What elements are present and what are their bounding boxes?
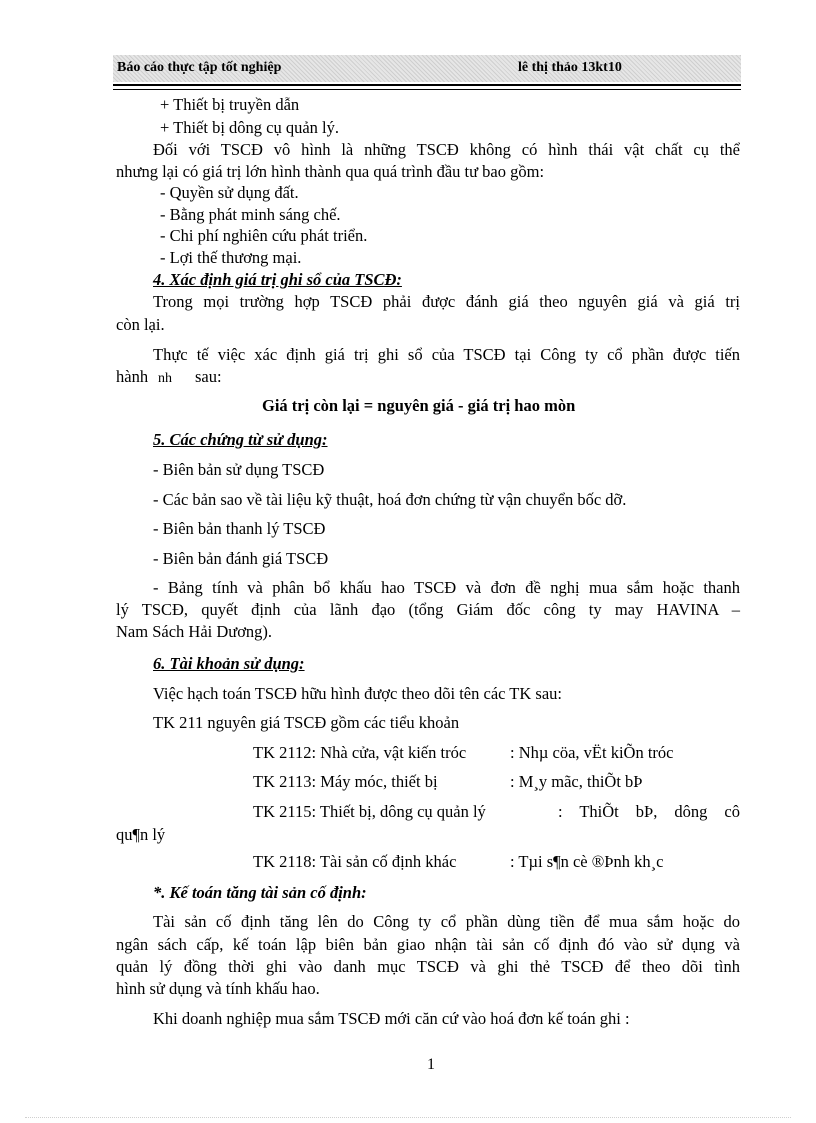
paragraph-line: ngân sách cấp, kế toán lập biên bản giao nhận tài sản cố định đó vào sử dụng và [116,935,740,954]
paragraph-line: Đối với TSCĐ vô hình là những TSCĐ không có hình thái vật chất cụ thể [153,140,740,159]
list-item: - Biên bản đánh giá TSCĐ [153,549,329,568]
paragraph-line: TK 211 nguyên giá TSCĐ gồm các tiểu khoản [153,713,460,732]
paragraph-line: Trong mọi trường hợp TSCĐ phải được đánh giá theo nguyên giá và giá trị [153,292,740,311]
section-heading: 5. Các chứng từ sử dụng: [153,430,328,449]
account-value: : M¸y mãc, thiÕt bÞ [510,772,643,791]
account-value: : Nhµ cöa, vËt kiÕn tróc [510,743,674,762]
account-value: : Tµi s¶n cè ®Þnh kh¸c [510,852,664,871]
list-item: - Lợi thế thương mại. [160,248,302,267]
header-rule-thin [113,89,741,90]
paragraph-line: Thực tế việc xác định giá trị ghi sổ của TSCĐ tại Công ty cổ phần được tiến [153,345,740,364]
paragraph-line: hành [116,367,149,386]
page-header [113,55,741,82]
paragraph-line: Tài sản cố định tăng lên do Công ty cổ phần dùng tiền để mua sắm hoặc do [153,912,740,931]
account-label: TK 2115: Thiết bị, dông cụ quản lý [253,802,486,821]
paragraph-line: nhưng lại có giá trị lớn hình thành qua quá trình đầu tư bao gồm: [116,162,545,181]
page-bottom-rule [25,1117,791,1118]
paragraph-line: Nam Sách Hải Dương). [116,622,273,641]
paragraph-line: Khi doanh nghiệp mua sắm TSCĐ mới căn cứ vào hoá đơn kế toán ghi : [153,1009,630,1028]
section-heading: *. Kế toán tăng tài sản cố định: [153,883,367,902]
header-rule-thick [113,84,741,86]
list-item: - Biên bản thanh lý TSCĐ [153,519,326,538]
paragraph-line: sau: [195,367,222,386]
paragraph-line: hình sử dụng và tính khấu hao. [116,979,320,998]
list-item: - Biên bản sử dụng TSCĐ [153,460,325,479]
account-value: : ThiÕt bÞ, dông cô [558,802,740,821]
paragraph-line: Việc hạch toán TSCĐ hữu hình được theo dõi tên các TK sau: [153,684,563,703]
paragraph-line: còn lại. [116,315,165,334]
section-heading: 4. Xác định giá trị ghi sổ của TSCĐ: [153,270,402,289]
list-item: - Các bản sao về tài liệu kỹ thuật, hoá đơn chứng từ vận chuyển bốc dỡ. [153,490,627,509]
header-title: Báo cáo thực tập tốt nghiệp [117,60,282,75]
list-item: - Quyền sử dụng đất. [160,183,299,202]
account-label: TK 2112: Nhà cửa, vật kiến tróc [253,743,467,762]
account-label: TK 2118: Tài sản cố định khác [253,852,457,871]
paragraph-fragment: nh [158,371,172,386]
paragraph-line: lý TSCĐ, quyết định của lãnh đạo (tổng Giám đốc công ty may HAVINA – [116,600,740,619]
page-number: 1 [427,1056,435,1073]
list-item: + Thiết bị truyền dẫn [160,95,300,114]
list-item: + Thiết bị dông cụ quản lý. [160,118,340,137]
list-item: - Chi phí nghiên cứu phát triển. [160,226,368,245]
section-heading: 6. Tài khoản sử dụng: [153,654,305,673]
header-author: lê thị thảo 13kt10 [518,60,622,75]
account-label: TK 2113: Máy móc, thiết bị [253,772,438,791]
account-value: qu¶n lý [116,825,166,844]
paragraph-line: quản lý đồng thời ghi vào danh mục TSCĐ và ghi thẻ TSCĐ để theo dõi tình [116,957,740,976]
paragraph-line: - Bảng tính và phân bổ khấu hao TSCĐ và đơn đề nghị mua sắm hoặc thanh [153,578,740,597]
formula: Giá trị còn lại = nguyên giá - giá trị hao mòn [262,396,576,415]
list-item: - Bằng phát minh sáng chế. [160,205,341,224]
